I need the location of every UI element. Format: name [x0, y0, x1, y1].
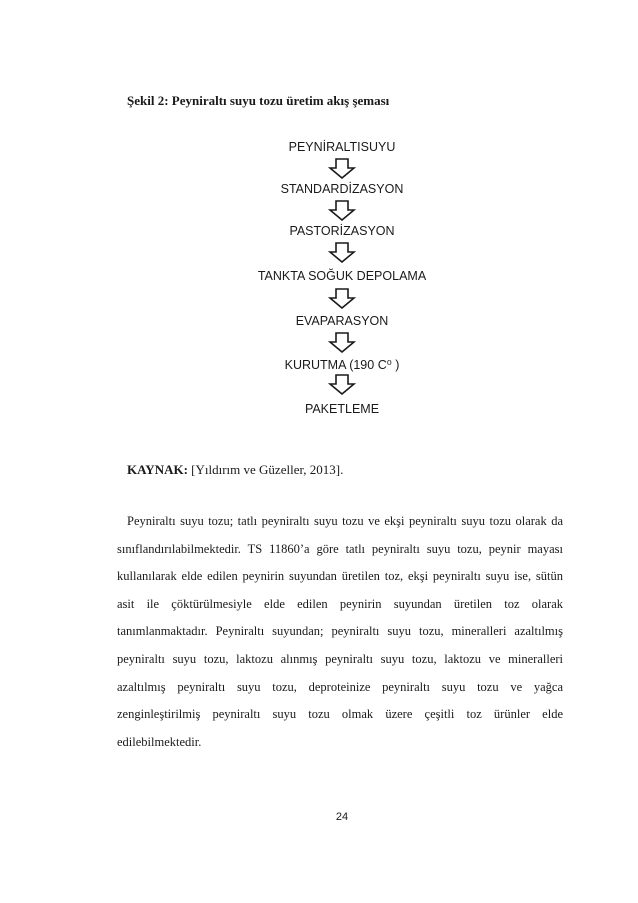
source-label: KAYNAK: [127, 462, 188, 477]
page-number: 24 [335, 811, 349, 823]
source-text: [Yıldırım ve Güzeller, 2013]. [187, 462, 344, 477]
down-arrow-icon [328, 242, 356, 263]
body-paragraph: Peyniraltı suyu tozu; tatlı peyniraltı suyu tozu ve ekşi peyniraltı suyu tozu olarak da sınıflandırılabilmektedir. TS 11860’a göre tatlı peyniraltı suyu tozu, peynir mayası kullanılarak elde edilen peynirin suyundan üretilen toz, ekşi peyniraltı suyu ise, sütün asit ile çöktürülmesiyle elde edilen peynirin suyundan üretilen toz olarak tanımlanmaktadır. Peyniraltı suyundan; peyniraltı suyu tozu, mineralleri azaltılmış peyniraltı suyu tozu, laktozu alınmış peyniraltı suyu tozu, laktozu ve mineralleri azaltılmış peyniraltı suyu tozu, deproteinize peyniraltı suyu tozu ve yağca zenginleştirilmiş peyniraltı suyu tozu olmak üzere çeşitli toz ürünler elde edilebilmektedir. [117, 514, 563, 749]
figure-caption: Şekil 2: Peyniraltı suyu tozu üretim akış şeması [127, 93, 390, 108]
flow-step-evaporation: EVAPARASYON [295, 314, 389, 328]
flow-step-standardization: STANDARDİZASYON [280, 182, 404, 196]
source-citation [127, 462, 343, 478]
down-arrow-icon [328, 158, 356, 179]
flow-step-drying: KURUTMA (190 C⁰ ) [284, 358, 400, 372]
flow-step-whey: PEYNİRALTISUYU [288, 140, 396, 154]
flow-step-packaging: PAKETLEME [304, 402, 380, 416]
down-arrow-icon [328, 288, 356, 309]
down-arrow-icon [328, 200, 356, 221]
flow-step-cold-storage: TANKTA SOĞUK DEPOLAMA [257, 269, 427, 283]
down-arrow-icon [328, 332, 356, 353]
flow-step-pasteurization: PASTORİZASYON [289, 224, 395, 238]
down-arrow-icon [328, 374, 356, 395]
